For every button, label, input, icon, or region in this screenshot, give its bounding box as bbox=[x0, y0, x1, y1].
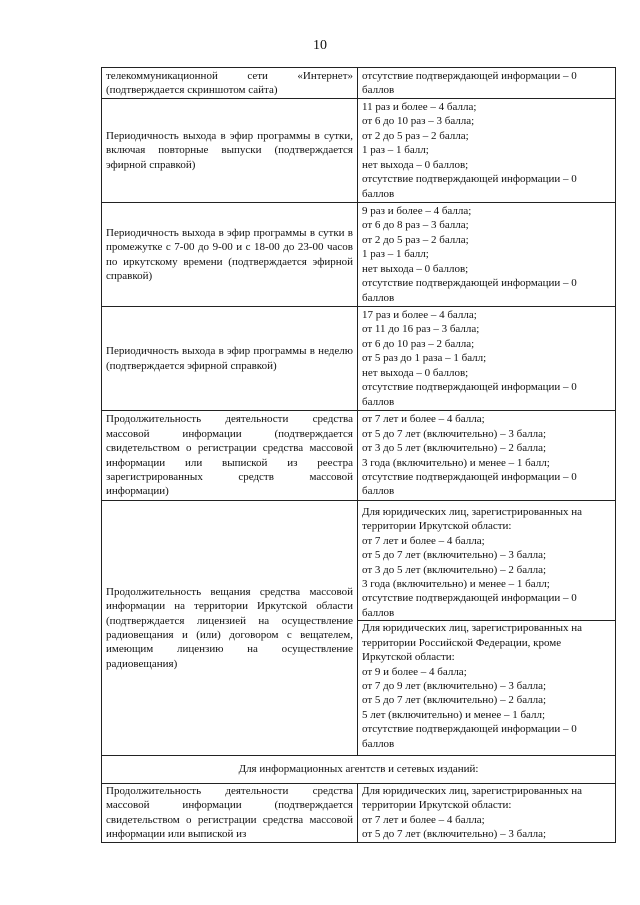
score-line: от 5 до 7 лет (включительно) – 2 балла; bbox=[362, 694, 547, 707]
score-line: от 3 до 5 лет (включительно) – 2 балла; bbox=[362, 563, 547, 576]
score-block-heading: Для юридических лиц, зарегистрированных на территории Российской Федерации, кроме Иркутской области: bbox=[362, 622, 583, 664]
table-row bbox=[102, 99, 616, 203]
score-line: от 5 до 7 лет (включительно) – 3 балла; bbox=[362, 427, 547, 440]
score-cell bbox=[358, 203, 616, 307]
score-line: отсутствие подтверждающей информации – 0 баллов bbox=[362, 277, 577, 304]
score-line: от 5 раз до 1 раза – 1 балл; bbox=[362, 352, 487, 365]
score-line: от 3 до 5 лет (включительно) – 2 балла; bbox=[362, 442, 547, 455]
page-number: 10 bbox=[313, 38, 327, 53]
score-line: отсутствие подтверждающей информации – 0 баллов bbox=[362, 592, 577, 619]
score-line: отсутствие подтверждающей информации – 0 баллов bbox=[362, 69, 577, 96]
table-row bbox=[102, 501, 616, 756]
score-block-heading: Для юридических лиц, зарегистрированных на территории Иркутской области: bbox=[362, 785, 583, 812]
score-line: 1 раз – 1 балл; bbox=[362, 144, 429, 157]
score-line: нет выхода – 0 баллов; bbox=[362, 158, 469, 171]
criterion-cell: Периодичность выхода в эфир программы в сутки в промежутке с 7-00 до 9-00 и с 18-00 до 23-00 часов по иркутскому времени (подтверждается эфирной справкой) bbox=[102, 203, 358, 307]
score-block-russia bbox=[358, 620, 615, 751]
criterion-cell: Продолжительность деятельности средства массовой информации (подтверждается свидетельством о регистрации средства массовой информации или выпиской из реестра зарегистрированных средств массовой информации) bbox=[102, 411, 358, 501]
score-cell bbox=[358, 501, 616, 756]
criterion-cell: Продолжительность деятельности средства массовой информации (подтверждается свидетельством о регистрации средства массовой информации или выпиской из bbox=[102, 784, 358, 843]
score-cell bbox=[358, 307, 616, 411]
criteria-table-body bbox=[102, 68, 616, 843]
section-header-row bbox=[102, 756, 616, 784]
score-line: от 6 до 10 раз – 2 балла; bbox=[362, 337, 475, 350]
score-line: нет выхода – 0 баллов; bbox=[362, 366, 469, 379]
score-line: 9 раз и более – 4 балла; bbox=[362, 205, 472, 218]
score-line: от 2 до 5 раз – 2 балла; bbox=[362, 233, 469, 246]
score-line: нет выхода – 0 баллов; bbox=[362, 262, 469, 275]
score-block-irkutsk bbox=[362, 505, 611, 620]
section-header: Для информационных агентств и сетевых изданий: bbox=[102, 756, 616, 784]
score-line: от 5 до 7 лет (включительно) – 3 балла; bbox=[362, 828, 547, 841]
criterion-cell: Продолжительность вещания средства массовой информации на территории Иркутской области (подтверждается лицензией на осуществление радиовещания и (или) договором с вещателем, имеющим лицензию на осуществление радиовещания) bbox=[102, 501, 358, 756]
score-line: 3 года (включительно) и менее – 1 балл; bbox=[362, 578, 550, 591]
score-cell bbox=[358, 784, 616, 843]
score-cell bbox=[358, 68, 616, 99]
score-line: от 5 до 7 лет (включительно) – 3 балла; bbox=[362, 549, 547, 562]
score-line: отсутствие подтверждающей информации – 0 баллов bbox=[362, 173, 577, 200]
table-row bbox=[102, 203, 616, 307]
score-cell bbox=[358, 99, 616, 203]
table-row bbox=[102, 307, 616, 411]
score-line: 5 лет (включительно) и менее – 1 балл; bbox=[362, 708, 546, 721]
score-line: 11 раз и более – 4 балла; bbox=[362, 101, 477, 114]
criterion-cell: Периодичность выхода в эфир программы в неделю (подтверждается эфирной справкой) bbox=[102, 307, 358, 411]
score-line: от 6 до 8 раз – 3 балла; bbox=[362, 219, 469, 232]
score-block-heading: Для юридических лиц, зарегистрированных на территории Иркутской области: bbox=[362, 506, 583, 533]
score-line: отсутствие подтверждающей информации – 0 баллов bbox=[362, 381, 577, 408]
score-line: отсутствие подтверждающей информации – 0 баллов bbox=[362, 723, 577, 750]
score-line: от 7 до 9 лет (включительно) – 3 балла; bbox=[362, 679, 547, 692]
criterion-cell: телекоммуникационной сети «Интернет» (подтверждается скриншотом сайта) bbox=[102, 68, 358, 99]
score-line: 17 раз и более – 4 балла; bbox=[362, 309, 477, 322]
table-row bbox=[102, 784, 616, 843]
score-line: от 6 до 10 раз – 3 балла; bbox=[362, 115, 475, 128]
score-line: от 2 до 5 раз – 2 балла; bbox=[362, 129, 469, 142]
table-row bbox=[102, 68, 616, 99]
score-line: отсутствие подтверждающей информации – 0 баллов bbox=[362, 470, 577, 498]
score-line: от 11 до 16 раз – 3 балла; bbox=[362, 323, 480, 336]
criteria-table bbox=[101, 67, 616, 843]
score-line: от 7 лет и более – 4 балла; bbox=[362, 813, 485, 826]
score-line: от 7 лет и более – 4 балла; bbox=[362, 413, 485, 426]
criterion-cell: Периодичность выхода в эфир программы в сутки, включая повторные выпуски (подтверждается эфирной справкой) bbox=[102, 99, 358, 203]
score-line: от 9 и более – 4 балла; bbox=[362, 665, 467, 678]
score-line: от 7 лет и более – 4 балла; bbox=[362, 534, 485, 547]
score-line: 3 года (включительно) и менее – 1 балл; bbox=[362, 456, 550, 469]
score-cell bbox=[358, 411, 616, 501]
score-line: 1 раз – 1 балл; bbox=[362, 248, 429, 261]
table-row bbox=[102, 411, 616, 501]
